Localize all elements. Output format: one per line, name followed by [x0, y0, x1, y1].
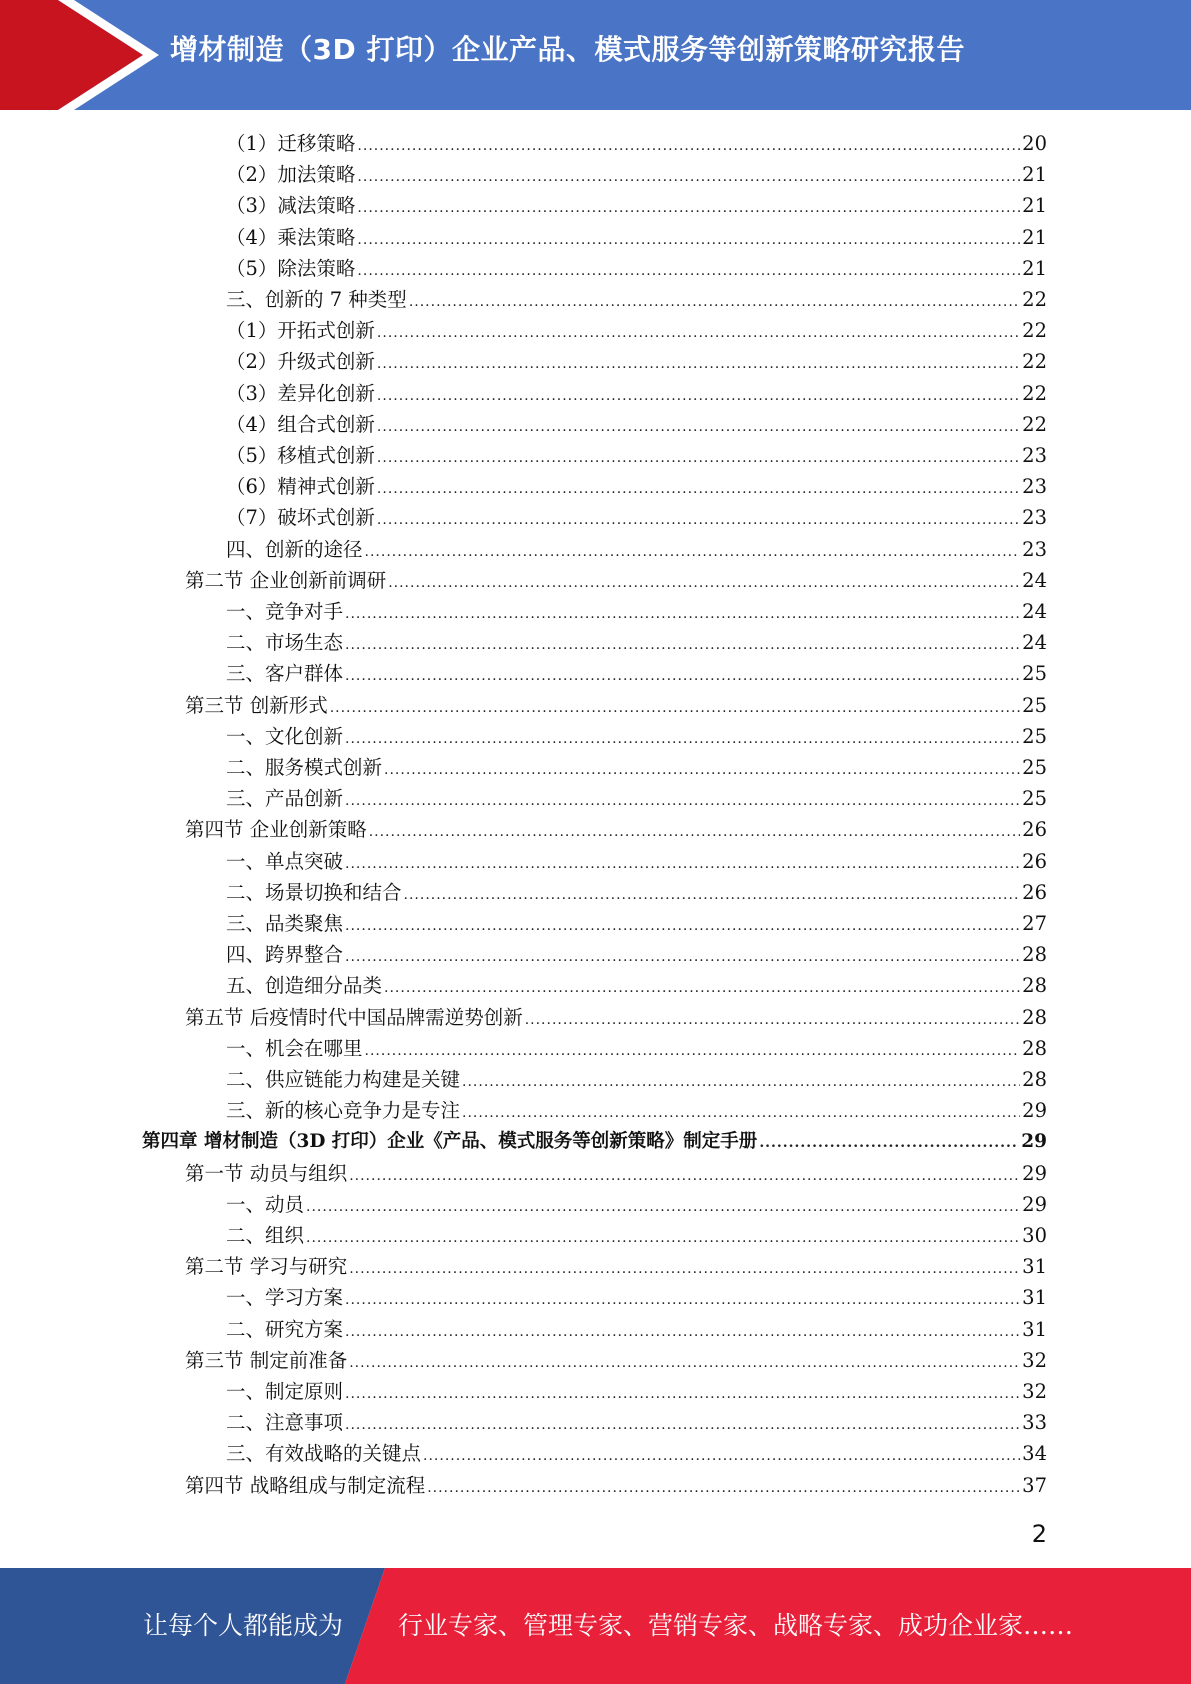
toc-entry-page: 20: [1022, 132, 1047, 155]
toc-entry-title: 一、制定原则: [226, 1380, 344, 1403]
toc-entry-title: 一、单点突破: [226, 849, 344, 873]
toc-leader-dots: [345, 599, 1020, 630]
toc-leader-dots: [365, 537, 1021, 568]
page-header: [0, 0, 1191, 110]
page-footer: [0, 1568, 1191, 1684]
toc-leader-dots: [357, 193, 1020, 224]
toc-entry[interactable]: [226, 1220, 1047, 1251]
toc-entry[interactable]: [226, 1314, 1047, 1345]
toc-entry-title: （2）升级式创新: [226, 350, 375, 374]
toc-entry-page: 22: [1022, 412, 1047, 436]
toc-entry-page: 28: [1022, 1005, 1047, 1029]
footer-slogan-right: 行业专家、管理专家、营销专家、战略专家、成功企业家……: [398, 1611, 1074, 1640]
toc-entry-page: 37: [1022, 1473, 1047, 1497]
toc-leader-dots: [377, 381, 1020, 412]
toc-entry[interactable]: [226, 253, 1047, 284]
toc-entry-title: 二、服务模式创新: [226, 756, 383, 779]
toc-entry[interactable]: [226, 846, 1047, 877]
toc-entry-page: 24: [1022, 631, 1047, 655]
toc-entry-page: 21: [1022, 163, 1047, 187]
toc-entry-title: 一、文化创新: [226, 724, 344, 748]
toc-leader-dots: [462, 1067, 1020, 1098]
toc-entry[interactable]: [226, 658, 1047, 689]
toc-entry-page: 28: [1022, 1068, 1047, 1091]
toc-entry[interactable]: [226, 783, 1047, 814]
toc-entry-page: 21: [1022, 194, 1047, 218]
toc-entry[interactable]: [226, 1282, 1047, 1313]
toc-leader-dots: [349, 1348, 1020, 1379]
toc-entry-title: 二、注意事项: [226, 1411, 344, 1435]
toc-entry[interactable]: [226, 1407, 1047, 1438]
toc-entry-title: 第三节 创新形式: [185, 693, 328, 717]
toc-entry[interactable]: [185, 565, 1047, 596]
toc-entry-page: 30: [1022, 1224, 1047, 1247]
toc-entry[interactable]: [226, 534, 1047, 565]
toc-entry-page: 29: [1022, 1161, 1047, 1185]
toc-entry[interactable]: [142, 1126, 1047, 1157]
toc-entry-page: 26: [1022, 818, 1047, 842]
toc-entry[interactable]: [226, 159, 1047, 190]
toc-entry-title: 三、客户群体: [226, 662, 344, 686]
toc-entry-page: 23: [1022, 475, 1047, 499]
toc-leader-dots: [306, 1192, 1020, 1223]
toc-entry-page: 27: [1022, 912, 1047, 935]
toc-entry[interactable]: [226, 596, 1047, 627]
toc-entry-title: （3）差异化创新: [226, 381, 375, 405]
toc-entry[interactable]: [226, 190, 1047, 221]
toc-entry-title: （4）乘法策略: [226, 225, 356, 249]
toc-leader-dots: [345, 1410, 1020, 1441]
toc-entry[interactable]: [226, 752, 1047, 783]
toc-entry-title: 第三节 制定前准备: [185, 1348, 348, 1372]
toc-entry[interactable]: [226, 1095, 1047, 1126]
toc-entry-title: 五、创造细分品类: [226, 974, 383, 998]
toc-entry-page: 32: [1022, 1380, 1047, 1403]
toc-entry[interactable]: [226, 1189, 1047, 1220]
toc-leader-dots: [345, 724, 1020, 755]
toc-entry-page: 26: [1022, 880, 1047, 904]
toc-entry-title: 第四节 企业创新策略: [185, 818, 367, 842]
toc-leader-dots: [377, 474, 1020, 505]
toc-entry-page: 22: [1022, 288, 1047, 311]
toc-leader-dots: [759, 1128, 1019, 1159]
toc-leader-dots: [369, 817, 1020, 848]
report-title: 增材制造（3D 打印）企业产品、模式服务等创新策略研究报告: [170, 33, 965, 66]
toc-leader-dots: [330, 693, 1020, 724]
toc-entry[interactable]: [226, 471, 1047, 502]
toc-entry[interactable]: [185, 1251, 1047, 1282]
toc-entry-title: （1）开拓式创新: [226, 319, 375, 343]
toc-leader-dots: [357, 225, 1020, 256]
toc-entry[interactable]: [226, 908, 1047, 939]
toc-entry-page: 22: [1022, 381, 1047, 405]
toc-entry-page: 31: [1022, 1286, 1047, 1310]
toc-entry-title: 二、组织: [226, 1224, 305, 1247]
toc-entry-title: 第二节 学习与研究: [185, 1255, 348, 1279]
toc-entry[interactable]: [226, 877, 1047, 908]
toc-entry-title: 一、竞争对手: [226, 600, 344, 623]
toc-entry-page: 28: [1022, 943, 1047, 967]
toc-entry-page: 21: [1022, 256, 1047, 280]
toc-leader-dots: [357, 131, 1020, 162]
toc-entry-title: 二、研究方案: [226, 1317, 344, 1341]
toc-leader-dots: [345, 661, 1020, 692]
toc-entry[interactable]: [226, 284, 1047, 315]
toc-entry-title: 第四节 战略组成与制定流程: [185, 1473, 426, 1497]
toc-leader-dots: [384, 973, 1020, 1004]
toc-entry[interactable]: [185, 1345, 1047, 1376]
toc-entry-title: 三、创新的 7 种类型: [226, 288, 407, 311]
toc-entry-title: （4）组合式创新: [226, 412, 375, 436]
toc-entry[interactable]: [226, 970, 1047, 1001]
toc-entry-page: 26: [1022, 849, 1047, 873]
toc-entry[interactable]: [226, 1438, 1047, 1469]
toc-entry[interactable]: [185, 1470, 1047, 1501]
toc-leader-dots: [345, 849, 1020, 880]
toc-leader-dots: [384, 755, 1020, 786]
toc-leader-dots: [377, 443, 1020, 474]
toc-entry-page: 24: [1022, 568, 1047, 592]
toc-entry[interactable]: [226, 721, 1047, 752]
toc-entry-title: （5）移植式创新: [226, 444, 375, 467]
toc-entry-title: 一、学习方案: [226, 1286, 344, 1310]
toc-entry[interactable]: [226, 222, 1047, 253]
toc-entry-title: 三、产品创新: [226, 787, 344, 811]
toc-entry-title: （6）精神式创新: [226, 475, 375, 499]
toc-leader-dots: [349, 1161, 1020, 1192]
toc-leader-dots: [345, 1285, 1020, 1316]
toc-entry-title: 四、创新的途径: [226, 537, 363, 561]
toc-leader-dots: [345, 911, 1020, 942]
toc-entry-page: 23: [1022, 506, 1047, 530]
toc-entry-title: 第四章 增材制造（3D 打印）企业《产品、模式服务等创新策略》制定手册: [142, 1131, 758, 1153]
toc-entry-title: 一、机会在哪里: [226, 1036, 363, 1060]
toc-leader-dots: [388, 568, 1020, 599]
toc-entry-title: 二、市场生态: [226, 631, 344, 655]
toc-entry-page: 25: [1022, 787, 1047, 811]
toc-entry-page: 25: [1022, 662, 1047, 686]
toc-entry-page: 33: [1022, 1411, 1047, 1435]
toc-entry[interactable]: [226, 409, 1047, 440]
toc-entry[interactable]: [226, 939, 1047, 970]
toc-entry-page: 29: [1022, 1192, 1047, 1216]
toc-entry-title: 四、跨界整合: [226, 943, 344, 967]
toc-entry-title: 三、品类聚焦: [226, 912, 344, 935]
footer-slogan-left: 让每个人都能成为: [143, 1611, 344, 1640]
toc-entry[interactable]: [185, 1158, 1047, 1189]
toc-leader-dots: [345, 942, 1020, 973]
toc-leader-dots: [345, 786, 1020, 817]
toc-entry[interactable]: [226, 440, 1047, 471]
toc-entry-page: 25: [1022, 756, 1047, 779]
toc-leader-dots: [345, 1317, 1020, 1348]
toc-entry-page: 34: [1022, 1442, 1047, 1466]
toc-entry-page: 29: [1022, 1099, 1047, 1123]
toc-leader-dots: [462, 1098, 1020, 1129]
toc-entry-title: （3）减法策略: [226, 194, 356, 218]
toc-entry[interactable]: [226, 627, 1047, 658]
toc-leader-dots: [377, 318, 1020, 349]
toc-entry-page: 23: [1022, 537, 1047, 561]
toc-entry[interactable]: [226, 378, 1047, 409]
toc-leader-dots: [365, 1036, 1021, 1067]
toc-entry-title: 三、新的核心竞争力是专注: [226, 1099, 461, 1123]
toc-entry-page: 28: [1022, 974, 1047, 998]
toc-leader-dots: [525, 1005, 1020, 1036]
toc-entry-page: 25: [1022, 724, 1047, 748]
toc-entry-title: （5）除法策略: [226, 256, 356, 280]
toc-leader-dots: [345, 630, 1020, 661]
toc-entry-page: 21: [1022, 225, 1047, 249]
toc-entry-title: 一、动员: [226, 1192, 305, 1216]
toc-leader-dots: [349, 1254, 1020, 1285]
toc-leader-dots: [404, 880, 1021, 911]
toc-entry-page: 31: [1022, 1317, 1047, 1341]
toc-leader-dots: [377, 349, 1020, 380]
toc-leader-dots: [357, 162, 1020, 193]
toc-entry-title: 二、场景切换和结合: [226, 880, 402, 904]
toc-leader-dots: [423, 1441, 1020, 1472]
toc-entry[interactable]: [185, 690, 1047, 721]
toc-entry-page: 23: [1022, 444, 1047, 467]
toc-leader-dots: [377, 505, 1020, 536]
toc-entry-title: 第二节 企业创新前调研: [185, 568, 387, 592]
toc-entry-title: （2）加法策略: [226, 163, 356, 187]
toc-entry-page: 29: [1021, 1131, 1047, 1153]
toc-entry-title: 第一节 动员与组织: [185, 1161, 348, 1185]
toc-entry[interactable]: [226, 1064, 1047, 1095]
toc-entry-title: （7）破坏式创新: [226, 506, 375, 530]
toc-entry[interactable]: [226, 128, 1047, 159]
toc-leader-dots: [409, 287, 1020, 318]
toc-entry-title: 第五节 后疫情时代中国品牌需逆势创新: [185, 1005, 523, 1029]
toc-entry[interactable]: [185, 1002, 1047, 1033]
toc-entry-page: 31: [1022, 1255, 1047, 1279]
toc-entry-page: 22: [1022, 319, 1047, 343]
toc-entry-title: （1）迁移策略: [226, 132, 356, 155]
toc-entry[interactable]: [226, 502, 1047, 533]
toc-entry[interactable]: [226, 1376, 1047, 1407]
toc-leader-dots: [345, 1379, 1020, 1410]
page-number: 2: [1031, 1520, 1047, 1548]
toc-leader-dots: [357, 256, 1020, 287]
toc-entry[interactable]: [226, 1033, 1047, 1064]
toc-entry[interactable]: [185, 814, 1047, 845]
toc-entry[interactable]: [226, 346, 1047, 377]
toc-entry-page: 25: [1022, 693, 1047, 717]
toc-entry-title: 二、供应链能力构建是关键: [226, 1068, 461, 1091]
toc-entry-page: 28: [1022, 1036, 1047, 1060]
toc-entry-page: 32: [1022, 1348, 1047, 1372]
toc-leader-dots: [377, 412, 1020, 443]
toc-leader-dots: [427, 1473, 1020, 1504]
toc-entry[interactable]: [226, 315, 1047, 346]
toc-entry-page: 22: [1022, 350, 1047, 374]
toc-leader-dots: [306, 1223, 1020, 1254]
toc-entry-page: 24: [1022, 600, 1047, 623]
toc-entry-title: 三、有效战略的关键点: [226, 1442, 422, 1466]
